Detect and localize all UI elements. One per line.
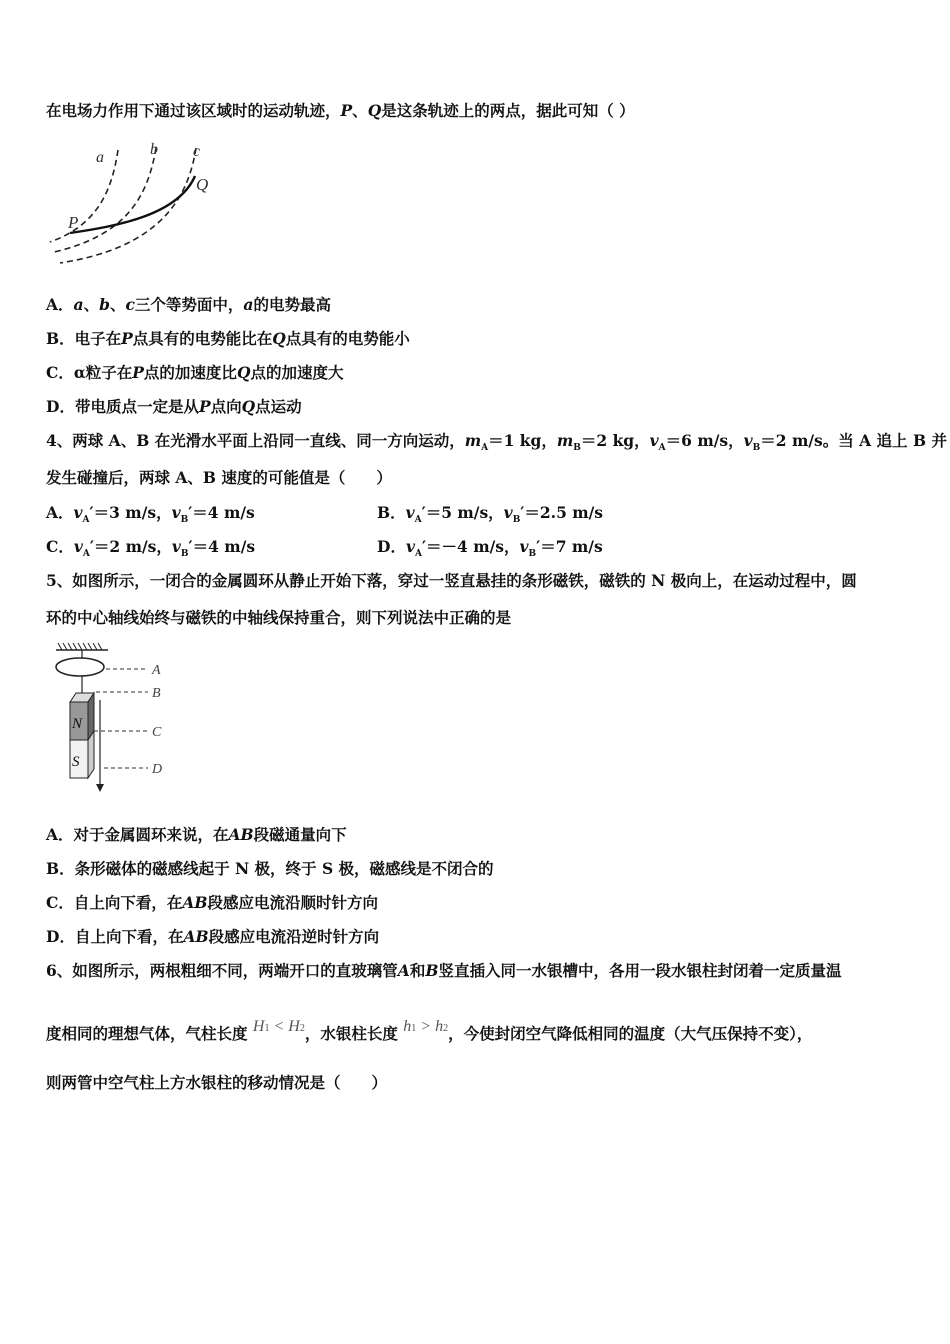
q5-option-a: A．对于金属圆环来说，在AB段磁通量向下: [46, 825, 347, 844]
q5-stem-line2: 环的中心轴线始终与磁铁的中轴线保持重合，则下列说法中正确的是: [46, 608, 512, 627]
q3-option-b: B．电子在P点具有的电势能比在Q点具有的电势能小: [46, 329, 410, 348]
ceiling-hatch: [58, 643, 102, 650]
q4-stem-line1: 4、两球 A、B 在光滑水平面上沿同一直线、同一方向运动，$m_A=1$ kg，$m_B=2$ kg，$v_A=6$ m/s，$v_B=2$ m/s。当 A 追上 B 并: [46, 431, 947, 454]
label-s: S: [72, 754, 80, 770]
q3-option-d: D．带电质点一定是从P点向Q点运动: [46, 397, 302, 416]
label-a: a: [96, 149, 104, 166]
label-c: c: [193, 143, 201, 160]
metal-ring: [56, 658, 104, 676]
q3-option-c: C．α粒子在P点的加速度比Q点的加速度大: [46, 363, 344, 382]
q4-option-a: A．$v_A'=3$ m/s，$v_B'=4$ m/s: [46, 503, 255, 526]
q5-option-c: C．自上向下看，在AB段感应电流沿顺时针方向: [46, 893, 378, 912]
label-ref-d: D: [152, 762, 163, 777]
label-ref-c: C: [152, 725, 162, 740]
q5-figure-magnet: [50, 640, 180, 800]
q4-option-b: B．$v_A'=5$ m/s，$v_B'=2.5$ m/s: [377, 503, 604, 526]
q6-stem-line3: 则两管中空气柱上方水银柱的移动情况是（ ）: [46, 1073, 388, 1092]
q3-stem: 在电场力作用下通过该区域时的运动轨迹，P、Q是这条轨迹上的两点，据此可知（ ）: [46, 101, 635, 120]
magnet-side-s: [88, 731, 94, 778]
q4-option-d: D．$v_A'=-4$ m/s，$v_B'=7$ m/s: [377, 537, 603, 560]
fall-arrow-head: [96, 784, 104, 792]
equipotential-line-c: [60, 148, 196, 263]
label-ref-b: B: [152, 686, 161, 701]
q5-option-b: B．条形磁体的磁感线起于 N 极，终于 S 极，磁感线是不闭合的: [46, 859, 494, 878]
label-q: Q: [196, 175, 209, 194]
label-n: N: [72, 716, 83, 732]
formula-h-columns: H1 < H2: [252, 1018, 305, 1035]
q4-stem-line2: 发生碰撞后，两球 A、B 速度的可能值是（ ）: [46, 468, 392, 487]
label-ref-a: A: [152, 663, 161, 678]
q6-stem-line2: 度相同的理想气体，气柱长度 H1 < H2，水银柱长度 h1 > h2，今使封闭空气降低相同的温度（大气压保持不变），: [46, 1018, 813, 1043]
formula-h-mercury: h1 > h2: [403, 1018, 449, 1035]
label-p: P: [68, 213, 79, 232]
q4-option-c: C．$v_A'=2$ m/s，$v_B'=4$ m/s: [46, 537, 256, 560]
equipotential-line-a: [50, 150, 118, 242]
q3-figure-equipotential: [48, 140, 228, 270]
equipotential-line-b: [54, 148, 156, 252]
label-b: b: [150, 141, 158, 158]
trajectory-curve: [70, 176, 195, 233]
q3-option-a: A．a、b、c三个等势面中，a的电势最高: [46, 295, 331, 314]
q5-stem-line1: 5、如图所示，一闭合的金属圆环从静止开始下落，穿过一竖直悬挂的条形磁铁，磁铁的 N 极向上，在运动过程中，圆: [46, 571, 857, 590]
q6-stem-line1: 6、如图所示，两根粗细不同，两端开口的直玻璃管A和B竖直插入同一水银槽中，各用一段水银柱封闭着一定质量温: [46, 961, 842, 980]
q5-option-d: D．自上向下看，在AB段感应电流沿逆时针方向: [46, 927, 380, 946]
